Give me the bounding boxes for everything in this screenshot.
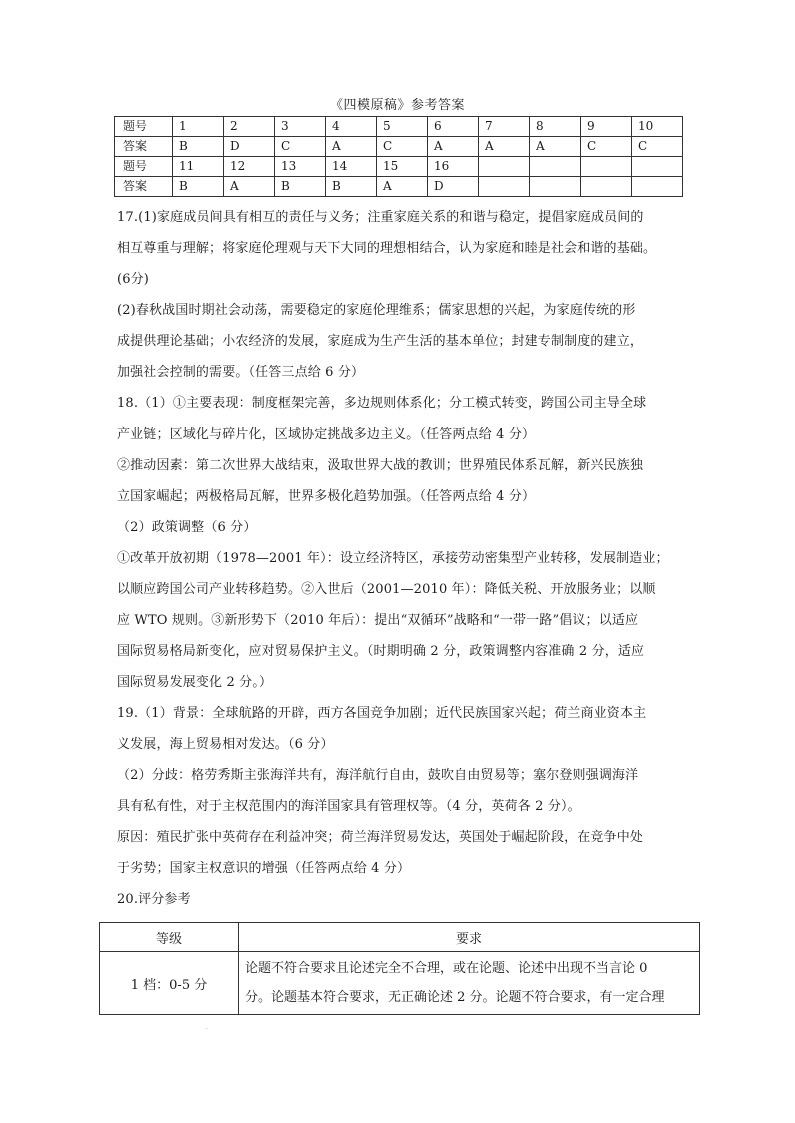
answer-text-line: 20.评分参考 (117, 892, 191, 907)
answer-text-line: 相互尊重与理解；将家庭伦理观与天下大同的理想相结合，认为家庭和睦是社会和谐的基础。 (117, 241, 657, 256)
answer-key-cell: 12 (224, 157, 275, 177)
answer-key-cell: D (224, 137, 275, 157)
answer-text-line: 于劣势；国家主权意识的增强（任答两点给 4 分） (117, 861, 411, 876)
answer-key-row-label: 答案 (115, 177, 173, 197)
answer-key-cell: A (530, 137, 581, 157)
answer-key-row (115, 177, 683, 197)
answer-text-line: 义发展，海上贸易相对发达。（6 分） (117, 737, 334, 752)
answer-key-cell: A (326, 137, 377, 157)
grading-header-row (100, 923, 700, 952)
answer-text-line: 17.(1)家庭成员间具有相互的责任与义务；注重家庭关系的和谐与稳定，提倡家庭成员间的 (117, 210, 644, 225)
answer-key-cell (581, 177, 632, 197)
answer-key-cell (530, 177, 581, 197)
answer-key-cell: 3 (275, 117, 326, 137)
answer-text-line: ②推动因素：第二次世界大战结束，汲取世界大战的教训；世界殖民体系瓦解，新兴民族独 (117, 458, 644, 473)
answer-key-cell: B (173, 137, 224, 157)
answer-key-table (114, 116, 683, 197)
answer-key-cell: 11 (173, 157, 224, 177)
answer-text-line: 应 WTO 规则。③新形势下（2010 年后）：提出“双循环”战略和“一带一路”倡议；以适应 (117, 613, 639, 628)
answer-text-line: 以顺应跨国公司产业转移趋势。②入世后（2001—2010 年）：降低关税、开放服务业；以顺 (117, 582, 656, 597)
answer-key-cell: A (377, 177, 428, 197)
answer-key-row (115, 157, 683, 177)
answer-key-cell (479, 177, 530, 197)
answer-key-row (115, 137, 683, 157)
answer-key-cell: B (173, 177, 224, 197)
answer-key-cell (581, 157, 632, 177)
answer-text-line: 19.（1）背景：全球航路的开辟，西方各国竞争加剧；近代民族国家兴起；荷兰商业资本主 (117, 706, 647, 721)
answer-text-line: 国际贸易格局新变化，应对贸易保护主义。（时期明确 2 分，政策调整内容准确 2 分，适应 (117, 644, 645, 659)
answer-text-line: 产业链；区域化与碎片化，区域协定挑战多边主义。（任答两点给 4 分） (117, 427, 536, 442)
answer-key-cell: 6 (428, 117, 479, 137)
answer-key-row-label: 答案 (115, 137, 173, 157)
answer-key-cell: 7 (479, 117, 530, 137)
answer-text-line: 立国家崛起；两极格局瓦解，世界多极化趋势加强。（任答两点给 4 分） (117, 489, 536, 504)
answer-key-row (115, 117, 683, 137)
answer-key-cell: 15 (377, 157, 428, 177)
answer-key-row-label: 题号 (115, 157, 173, 177)
answer-key-cell: C (581, 137, 632, 157)
answer-content (117, 202, 687, 915)
scan-speck: · (206, 1026, 208, 1033)
answer-key-cell: 4 (326, 117, 377, 137)
answer-text-line: ①改革开放初期（1978—2001 年）：设立经济特区，承接劳动密集型产业转移，发展制造业； (117, 551, 669, 566)
answer-key-cell (632, 157, 683, 177)
answer-key-cell: D (428, 177, 479, 197)
answer-text-line: 加强社会控制的需要。（任答三点给 6 分） (117, 365, 365, 380)
answer-key-cell: A (428, 137, 479, 157)
answer-text-line: （2）政策调整（6 分） (117, 520, 257, 535)
answer-key-cell: 13 (275, 157, 326, 177)
grading-header-level: 等级 (100, 923, 239, 952)
grading-table (99, 922, 700, 1015)
answer-key-cell: 1 (173, 117, 224, 137)
answer-key-cell: A (224, 177, 275, 197)
answer-text-line: 具有私有性，对于主权范围内的海洋国家具有管理权等。（4 分，英荷各 2 分）。 (117, 799, 581, 814)
answer-key-cell: 5 (377, 117, 428, 137)
answer-text-line: 国际贸易发展变化 2 分。） (117, 675, 273, 690)
answer-key-cell: B (275, 177, 326, 197)
grading-row (100, 952, 700, 1015)
answer-text-line: （2）分歧：格劳秀斯主张海洋共有，海洋航行自由，鼓吹自由贸易等；塞尔登则强调海洋 (117, 768, 639, 783)
answer-key-cell: 14 (326, 157, 377, 177)
answer-text-line: (6分) (117, 272, 150, 287)
grading-header-requirement: 要求 (239, 923, 700, 952)
answer-key-cell (530, 157, 581, 177)
grading-requirement-cell (239, 952, 700, 1015)
answer-text-line: 成提供理论基础；小农经济的发展，家庭成为生产生活的基本单位；封建专制制度的建立， (117, 334, 644, 349)
grading-level-cell: 1 档：0-5 分 (100, 952, 239, 1015)
grading-requirement-line: 分。论题基本符合要求，无正确论述 2 分。论题不符合要求，有一定合理 (245, 990, 665, 1005)
answer-key-cell: 9 (581, 117, 632, 137)
answer-key-body (115, 117, 683, 197)
answer-key-cell: 16 (428, 157, 479, 177)
answer-key-cell: C (275, 137, 326, 157)
answer-key-cell: 2 (224, 117, 275, 137)
answer-key-row-label: 题号 (115, 117, 173, 137)
answer-text-line: (2)春秋战国时期社会动荡，需要稳定的家庭伦理维系；儒家思想的兴起，为家庭传统的形 (117, 303, 636, 318)
answer-text-line: 原因：殖民扩张中英荷存在利益冲突；荷兰海洋贸易发达，英国处于崛起阶段，在竞争中处 (117, 830, 644, 845)
answer-text-line: 18.（1）①主要表现：制度框架完善，多边规则体系化；分工模式转变，跨国公司主导全球 (117, 396, 647, 411)
answer-key-cell: C (377, 137, 428, 157)
answer-key-cell: C (632, 137, 683, 157)
answer-key-cell (632, 177, 683, 197)
answer-key-cell: 10 (632, 117, 683, 137)
answer-key-cell: 8 (530, 117, 581, 137)
grading-requirement-line: 论题不符合要求且论述完全不合理，或在论题、论述中出现不当言论 0 (245, 961, 648, 976)
document-title: 《四模原稿》参考答案 (329, 98, 465, 113)
answer-key-cell (479, 157, 530, 177)
answer-key-cell: A (479, 137, 530, 157)
answer-key-cell: B (326, 177, 377, 197)
